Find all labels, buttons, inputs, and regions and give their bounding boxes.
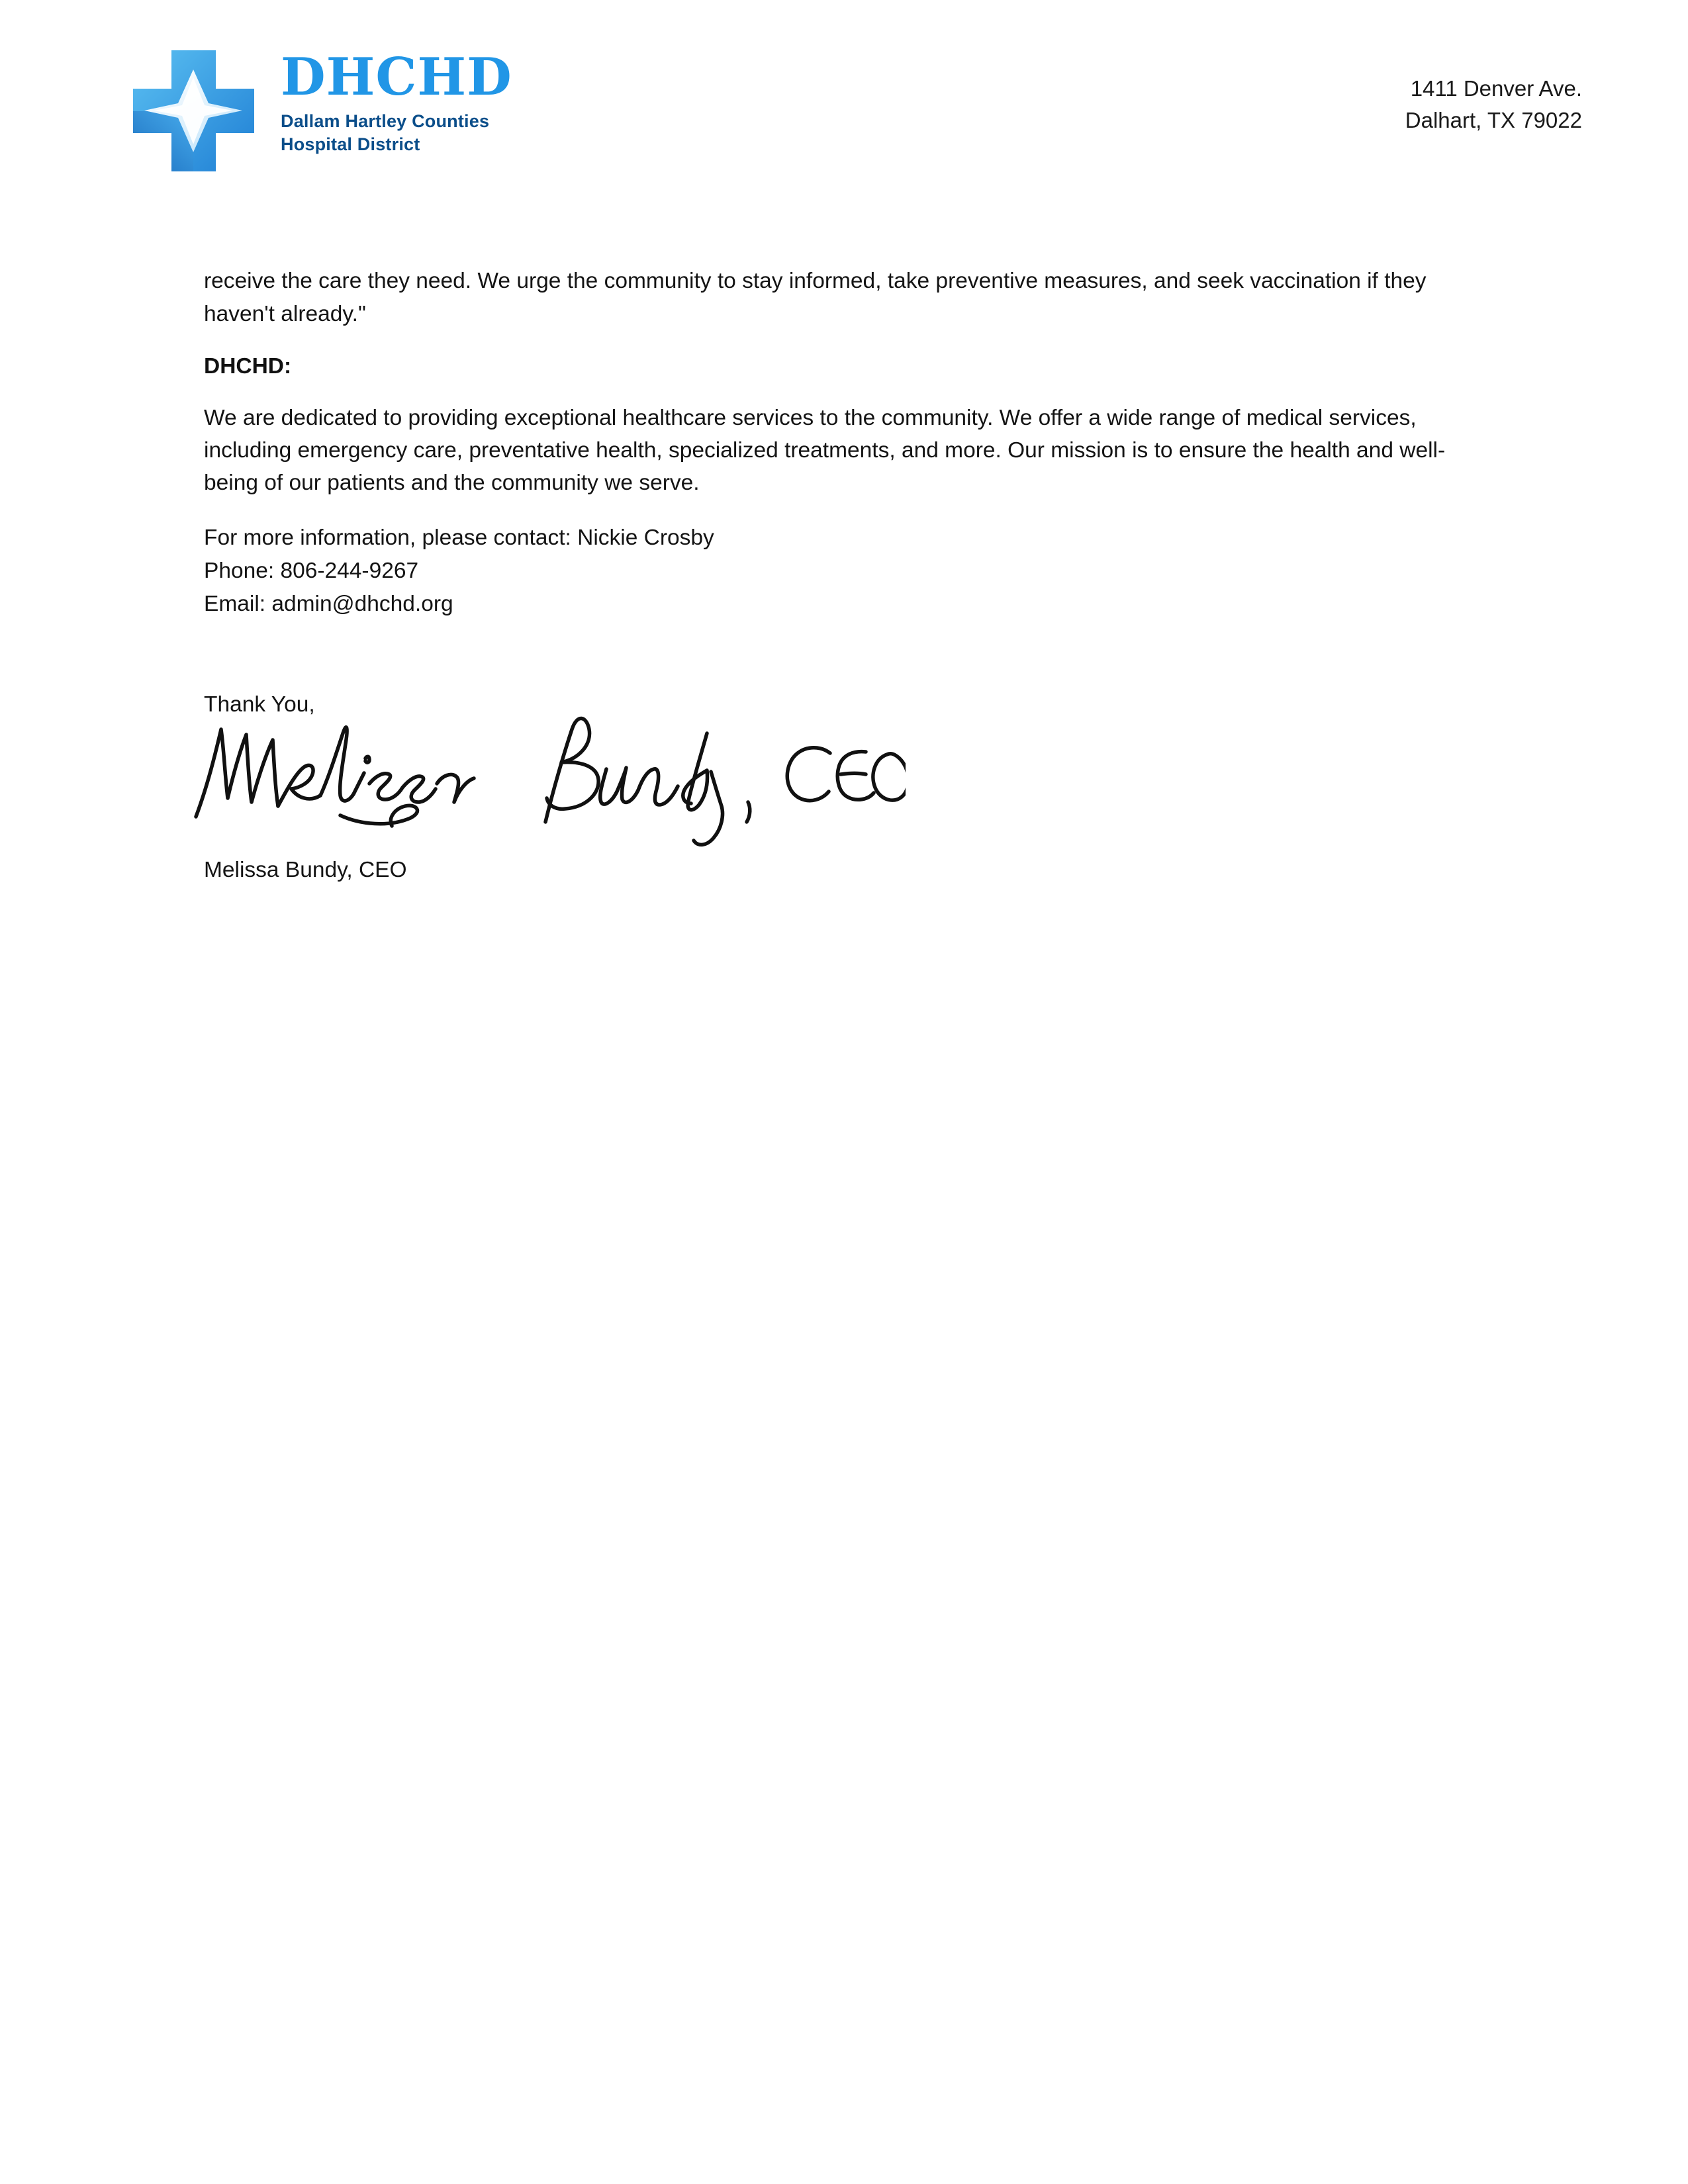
about-paragraph: We are dedicated to providing exceptional healthcare services to the community. We offer a wide range of medical services, including emergency care, preventative health, specialized treatments, and more. Our mission is to ensure the health and well-being of our patients and the community we serve. <box>204 405 1446 495</box>
address-line-1: 1411 Denver Ave. <box>1410 76 1582 101</box>
contact-phone: Phone: 806-244-9267 <box>204 559 419 584</box>
letterhead <box>116 40 1582 212</box>
quote-continuation-paragraph: receive the care they need. We urge the community to stay informed, take preventive measures, and seek vaccination if they haven't already." <box>204 269 1427 327</box>
contact-block <box>204 522 1472 621</box>
brand-lockup <box>116 40 512 182</box>
brand-title: DHCHD <box>281 47 512 107</box>
letterhead-address <box>1405 73 1582 136</box>
handwritten-signature <box>177 705 1472 858</box>
section-label-dhchd: DHCHD: <box>204 353 292 379</box>
brand-subtitle-line2: Hospital District <box>281 134 420 154</box>
signoff-text: Thank You, <box>204 692 315 717</box>
contact-intro: For more information, please contact: Nickie Crosby <box>204 525 714 551</box>
brand-subtitle <box>281 110 512 156</box>
address-line-2: Dalhart, TX 79022 <box>1405 107 1582 132</box>
medical-cross-icon <box>116 40 271 182</box>
brand-text <box>281 40 512 156</box>
signer-name: Melissa Bundy, CEO <box>204 857 407 882</box>
contact-email: Email: admin@dhchd.org <box>204 592 453 617</box>
letter-body <box>204 265 1472 883</box>
brand-subtitle-line1: Dallam Hartley Counties <box>281 111 490 131</box>
